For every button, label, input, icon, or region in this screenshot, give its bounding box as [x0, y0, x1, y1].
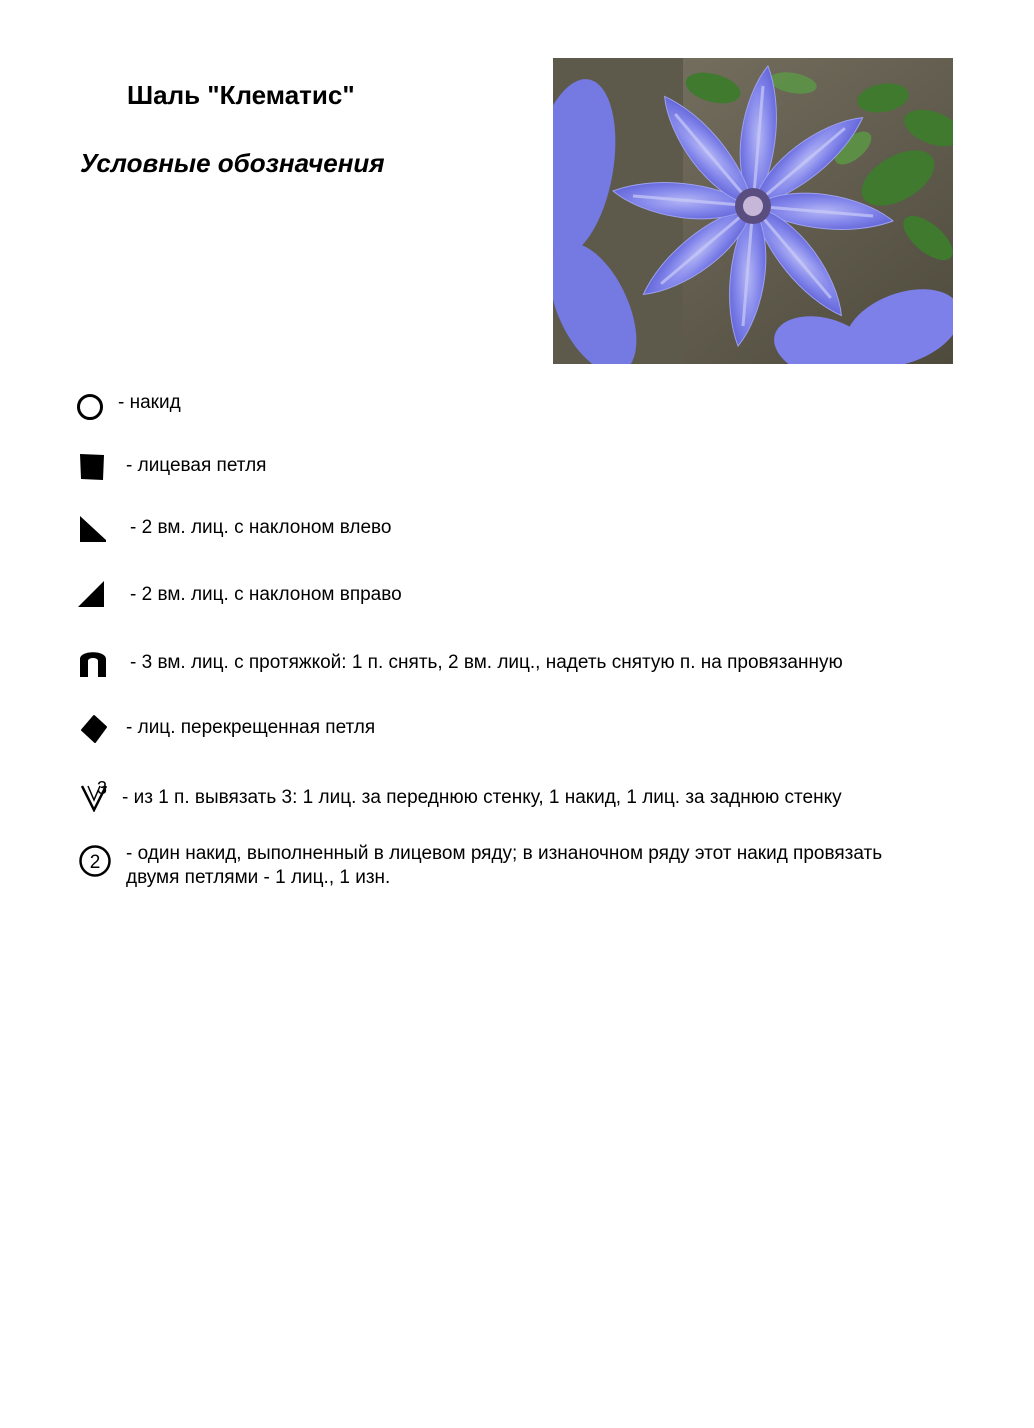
double-yarn-over-2-icon [78, 844, 112, 878]
double-yarn-over-icon-label: 2 [89, 852, 101, 873]
clematis-photo [553, 58, 953, 364]
increase-icon-label: 3 [97, 778, 108, 798]
legend-row-twisted-knit [0, 710, 1034, 750]
legend-heading: Условные обозначения [80, 148, 385, 178]
document-title: Шаль "Клематис" [127, 80, 355, 110]
legend-row-knit [0, 448, 1034, 488]
knit-stitch-square-icon [78, 452, 106, 482]
twisted-knit-diamond-icon [80, 714, 108, 744]
legend-text-double-decrease: - 3 вм. лиц. с протяжкой: 1 п. снять, 2 вм. лиц., надеть снятую п. на провязанную [130, 652, 843, 673]
left-leaning-decrease-icon [78, 514, 108, 544]
legend-row-increase [0, 778, 1034, 818]
legend-row-double-decrease [0, 645, 1034, 685]
legend-row-left-decrease [0, 510, 1034, 550]
legend-row-double-yarn-over [0, 842, 1034, 902]
legend-text-yarn-over: - накид [118, 392, 181, 413]
yarn-over-circle-icon [76, 393, 104, 421]
legend-text-right-decrease: - 2 вм. лиц. с наклоном вправо [130, 584, 402, 605]
clematis-flower-image [553, 58, 953, 364]
legend-row-right-decrease [0, 577, 1034, 617]
increase-v-3-icon [80, 778, 114, 812]
legend-text-knit: - лицевая петля [126, 455, 267, 476]
legend-text-twisted-knit: - лиц. перекрещенная петля [126, 717, 376, 738]
right-leaning-decrease-icon [76, 579, 106, 609]
legend-text-left-decrease: - 2 вм. лиц. с наклоном влево [130, 517, 392, 538]
legend-text-increase: - из 1 п. вывязать 3: 1 лиц. за переднюю стенку, 1 накид, 1 лиц. за заднюю стенку [122, 787, 842, 808]
double-decrease-arch-icon [78, 647, 108, 679]
legend-text-double-yarn-over: - один накид, выполненный в лицевом ряду; в изнаночном ряду этот накид провязать двумя петлями - 1 лиц., 1 изн. [126, 843, 883, 888]
legend-row-yarn-over [0, 385, 1034, 425]
